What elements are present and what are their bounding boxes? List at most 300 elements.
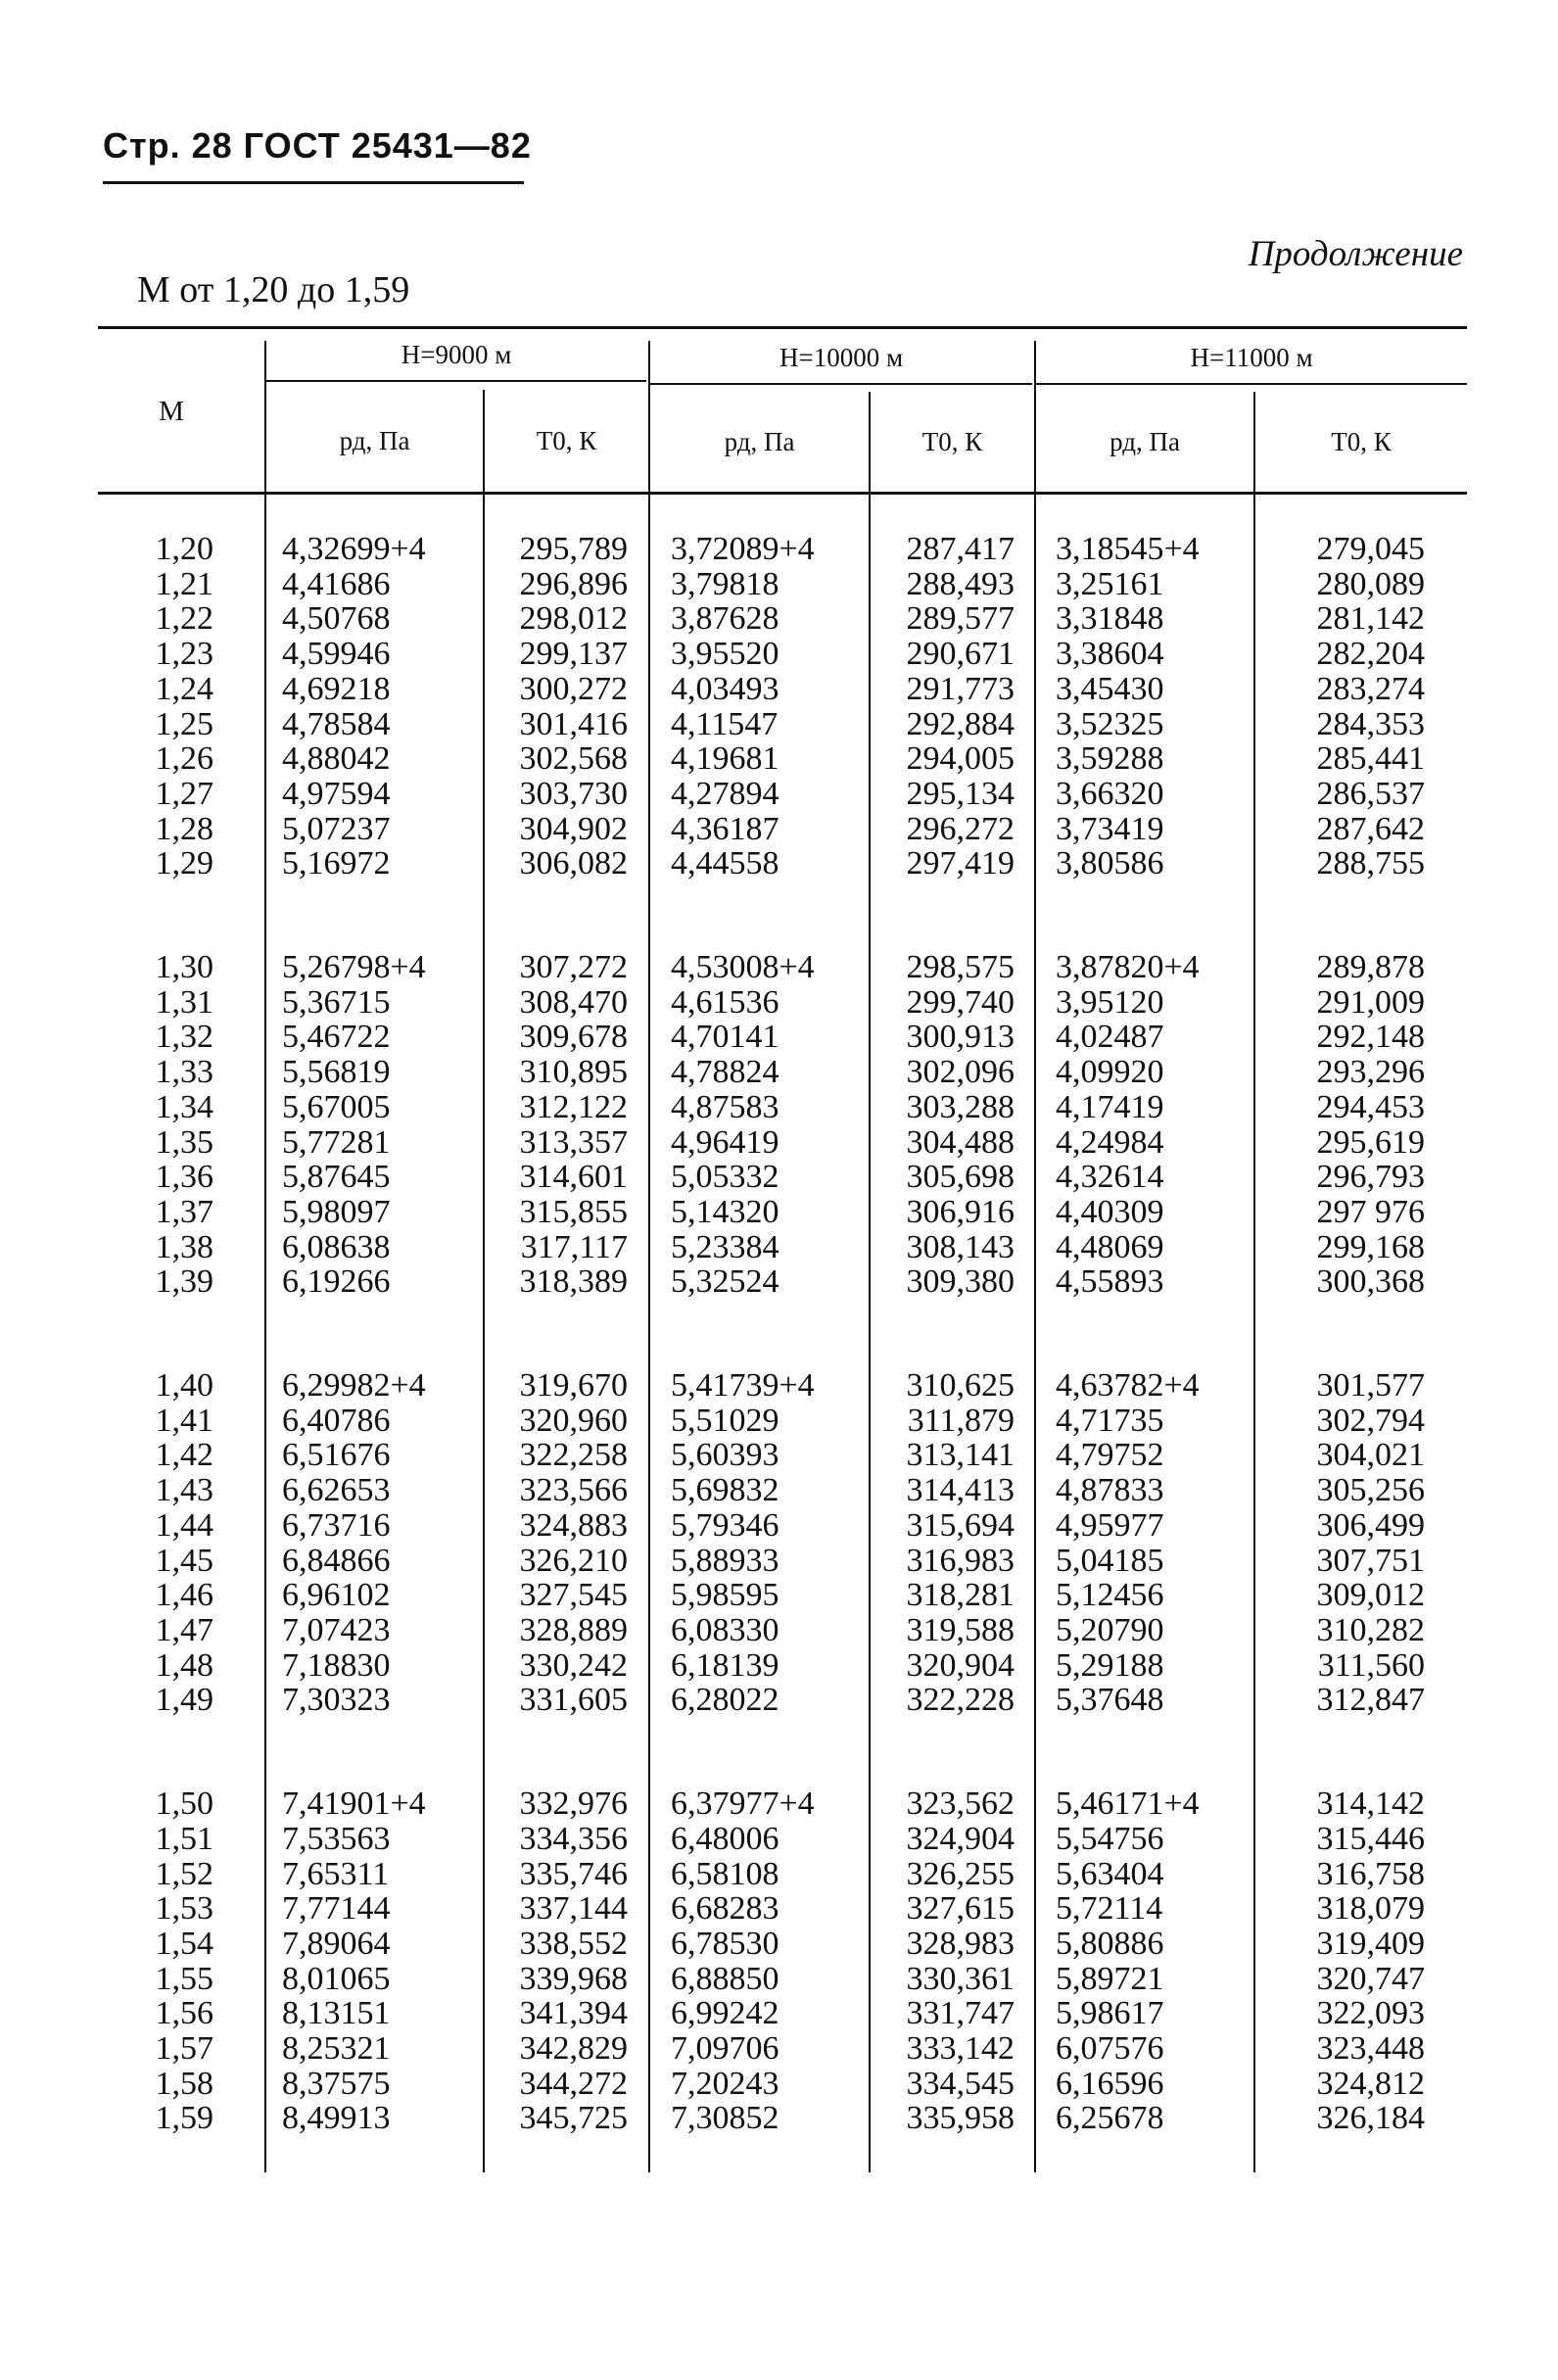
- table-cell: 1,46: [155, 1577, 213, 1614]
- table-cell: 7,65311: [282, 1855, 390, 1892]
- table-cell: 310,625: [906, 1367, 1015, 1404]
- table-cell: 304,902: [519, 810, 628, 847]
- table-cell: 319,670: [519, 1367, 628, 1404]
- table-cell: 5,77281: [282, 1123, 391, 1161]
- table-cell: 4,24984: [1056, 1123, 1164, 1161]
- table-cell: 8,37575: [282, 2065, 391, 2102]
- table-cell: 318,389: [519, 1263, 628, 1301]
- table-cell: 5,07237: [282, 810, 391, 847]
- table-cell: 1,27: [155, 775, 213, 812]
- table-cell: 5,87645: [282, 1159, 391, 1196]
- table-cell: 4,09920: [1056, 1054, 1164, 1091]
- table-cell: 314,601: [519, 1159, 628, 1196]
- table-cell: 5,16972: [282, 845, 391, 882]
- table-cell: 315,855: [519, 1193, 628, 1230]
- table-cell: 1,32: [155, 1019, 213, 1056]
- table-cell: 4,79752: [1056, 1437, 1164, 1474]
- table-cell: 6,62653: [282, 1472, 391, 1509]
- block-spacer: [1263, 1300, 1425, 1368]
- column-divider: [264, 341, 266, 2172]
- table-cell: 4,03493: [671, 670, 779, 707]
- table-cell: 6,29982+4: [282, 1367, 426, 1404]
- table-cell: 296,272: [906, 810, 1015, 847]
- table-cell: 280,089: [1316, 565, 1425, 602]
- table-cell: 1,40: [155, 1367, 213, 1404]
- table-cell: 1,34: [155, 1088, 213, 1125]
- table-cell: 1,29: [155, 845, 213, 882]
- table-cell: 298,012: [519, 600, 628, 638]
- table-cell: 315,446: [1316, 1820, 1425, 1857]
- table-cell: 5,60393: [671, 1437, 779, 1474]
- table-cell: 320,904: [906, 1646, 1015, 1684]
- table-cell: 4,53008+4: [671, 949, 815, 986]
- table-cell: 345,725: [519, 2100, 628, 2137]
- table-cell: 320,747: [1316, 1960, 1425, 1997]
- table-cell: 6,08330: [671, 1611, 779, 1648]
- table-cell: 5,89721: [1056, 1960, 1164, 1997]
- table-cell: 1,25: [155, 705, 213, 742]
- table-cell: 1,49: [155, 1682, 213, 1719]
- group-header-10000: H=10000 м: [779, 343, 904, 372]
- page-header: Стр. 28 ГОСТ 25431—82: [103, 125, 532, 166]
- table-cell: 279,045: [1316, 531, 1425, 567]
- table-cell: 299,168: [1316, 1228, 1425, 1265]
- table-cell: 318,281: [906, 1577, 1015, 1614]
- table-cell: 1,22: [155, 600, 213, 638]
- block-spacer: [872, 1300, 1015, 1368]
- table-cell: 6,99242: [671, 1995, 779, 2032]
- table-cell: 5,54756: [1056, 1820, 1164, 1857]
- table-cell: 4,97594: [282, 775, 391, 812]
- table-cell: 4,63782+4: [1056, 1367, 1200, 1404]
- table-cell: 337,144: [519, 1890, 628, 1928]
- table-cell: 314,142: [1316, 1785, 1425, 1823]
- table-cell: 295,789: [519, 531, 628, 567]
- table-cell: 1,44: [155, 1506, 213, 1544]
- table-cell: 291,773: [906, 670, 1015, 707]
- table-cell: 1,43: [155, 1472, 213, 1509]
- table-cell: 3,45430: [1056, 670, 1164, 707]
- table-cell: 313,357: [519, 1123, 628, 1161]
- table-cell: 282,204: [1316, 636, 1425, 673]
- table-cell: 6,19266: [282, 1263, 391, 1301]
- table-cell: 3,66320: [1056, 775, 1164, 812]
- table-cell: 304,488: [906, 1123, 1015, 1161]
- column-divider: [483, 390, 485, 2172]
- table-cell: 284,353: [1316, 705, 1425, 742]
- table-cell: 6,40786: [282, 1402, 391, 1439]
- table-cell: 3,59288: [1056, 740, 1164, 778]
- table-cell: 4,40309: [1056, 1193, 1164, 1230]
- block-spacer: [872, 881, 1015, 950]
- table-cell: 1,53: [155, 1890, 213, 1928]
- table-cell: 316,758: [1316, 1855, 1425, 1892]
- table-cell: 5,12456: [1056, 1577, 1164, 1614]
- table-cell: 3,80586: [1056, 845, 1164, 882]
- table-cell: 301,577: [1316, 1367, 1425, 1404]
- block-spacer: [1263, 881, 1425, 950]
- table-cell: 3,73419: [1056, 810, 1164, 847]
- table-cell: 5,20790: [1056, 1611, 1164, 1648]
- table-cell: 295,619: [1316, 1123, 1425, 1161]
- table-cell: 1,30: [155, 949, 213, 986]
- table-cell: 307,751: [1316, 1542, 1425, 1579]
- table-cell: 4,44558: [671, 845, 779, 882]
- table-cell: 288,493: [906, 565, 1015, 602]
- pressure-column-9000: [282, 532, 478, 2136]
- table-cell: 327,615: [906, 1890, 1015, 1928]
- pressure-header-9000: рд, Па: [339, 426, 410, 455]
- table-cell: 6,25678: [1056, 2100, 1164, 2137]
- table-cell: 313,141: [906, 1437, 1015, 1474]
- table-cell: 6,18139: [671, 1646, 779, 1684]
- table-cell: 3,95120: [1056, 983, 1164, 1021]
- pressure-column-11000: [1056, 532, 1251, 2136]
- table-cell: 299,137: [519, 636, 628, 673]
- table-cell: 286,537: [1316, 775, 1425, 812]
- table-cell: 300,913: [906, 1019, 1015, 1056]
- table-cell: 6,88850: [671, 1960, 779, 1997]
- table-cell: 341,394: [519, 1995, 628, 2032]
- table-cell: 3,25161: [1056, 565, 1164, 602]
- table-cell: 3,18545+4: [1056, 531, 1200, 567]
- table-cell: 1,35: [155, 1123, 213, 1161]
- table-cell: 288,755: [1316, 845, 1425, 882]
- table-cell: 7,09706: [671, 2030, 779, 2068]
- temperature-header-9000: T0, К: [536, 426, 597, 455]
- table-cell: 297 976: [1316, 1193, 1425, 1230]
- table-cell: 287,417: [906, 531, 1015, 567]
- table-cell: 311,560: [1317, 1646, 1425, 1684]
- table-cell: 4,32614: [1056, 1159, 1164, 1196]
- block-spacer: [671, 1718, 867, 1786]
- table-cell: 5,46722: [282, 1019, 391, 1056]
- table-cell: 7,30852: [671, 2100, 779, 2137]
- table-cell: 326,255: [906, 1855, 1015, 1892]
- table-cell: 302,096: [906, 1054, 1015, 1091]
- table-cell: 4,87583: [671, 1088, 779, 1125]
- table-cell: 5,72114: [1056, 1890, 1163, 1928]
- temperature-header-10000: T0, К: [921, 427, 983, 456]
- table-cell: 335,746: [519, 1855, 628, 1892]
- table-cell: 324,812: [1316, 2065, 1425, 2102]
- table-cell: 6,37977+4: [671, 1785, 815, 1823]
- group-header-11000: H=11000 м: [1190, 343, 1313, 372]
- table-cell: 323,448: [1316, 2030, 1425, 2068]
- table-cell: 5,80886: [1056, 1925, 1164, 1962]
- table-cell: 5,23384: [671, 1228, 779, 1265]
- table-cell: 6,58108: [671, 1855, 779, 1892]
- table-cell: 4,48069: [1056, 1228, 1164, 1265]
- table-cell: 7,30323: [282, 1682, 391, 1719]
- table-cell: 285,441: [1316, 740, 1425, 778]
- table-cell: 327,545: [519, 1577, 628, 1614]
- block-spacer: [127, 1300, 213, 1368]
- table-cell: 7,18830: [282, 1646, 391, 1684]
- table-cell: 328,889: [519, 1611, 628, 1648]
- table-cell: 6,08638: [282, 1228, 391, 1265]
- table-cell: 6,78530: [671, 1925, 779, 1962]
- table-cell: 306,499: [1316, 1506, 1425, 1544]
- table-cell: 6,96102: [282, 1577, 391, 1614]
- table-cell: 323,562: [906, 1785, 1015, 1823]
- table-cell: 293,296: [1316, 1054, 1425, 1091]
- table-cell: 301,416: [519, 705, 628, 742]
- table-cell: 342,829: [519, 2030, 628, 2068]
- temperature-column-9000: [490, 532, 628, 2136]
- table-cell: 326,184: [1316, 2100, 1425, 2137]
- mach-range-label: М от 1,20 до 1,59: [137, 269, 410, 310]
- table-cell: 1,37: [155, 1193, 213, 1230]
- table-cell: 1,59: [155, 2100, 213, 2137]
- table-cell: 310,282: [1316, 1611, 1425, 1648]
- column-divider: [1253, 392, 1255, 2172]
- table-cell: 331,747: [906, 1995, 1015, 2032]
- table-cell: 328,983: [906, 1925, 1015, 1962]
- table-cell: 4,36187: [671, 810, 779, 847]
- table-cell: 5,69832: [671, 1472, 779, 1509]
- table-cell: 330,242: [519, 1646, 628, 1684]
- table-cell: 4,59946: [282, 636, 391, 673]
- table-cell: 312,122: [519, 1088, 628, 1125]
- table-cell: 335,958: [906, 2100, 1015, 2137]
- table-cell: 5,79346: [671, 1506, 779, 1544]
- table-cell: 314,413: [906, 1472, 1015, 1509]
- table-cell: 4,87833: [1056, 1472, 1164, 1509]
- table-cell: 1,26: [155, 740, 213, 778]
- block-spacer: [282, 1718, 478, 1786]
- table-cell: 3,31848: [1056, 600, 1164, 638]
- table-cell: 311,879: [907, 1402, 1015, 1439]
- table-cell: 3,72089+4: [671, 531, 815, 567]
- table-cell: 305,256: [1316, 1472, 1425, 1509]
- table-cell: 298,575: [906, 949, 1015, 986]
- block-spacer: [282, 881, 478, 950]
- table-cell: 6,16596: [1056, 2065, 1164, 2102]
- table-cell: 1,57: [155, 2030, 213, 2068]
- table-cell: 302,568: [519, 740, 628, 778]
- block-spacer: [127, 881, 213, 950]
- table-cell: 4,17419: [1056, 1088, 1164, 1125]
- table-cell: 297,419: [906, 845, 1015, 882]
- temperature-column-11000: [1263, 532, 1425, 2136]
- column-divider: [869, 392, 871, 2172]
- table-cell: 296,793: [1316, 1159, 1425, 1196]
- column-divider: [1034, 341, 1036, 2172]
- table-cell: 1,50: [155, 1785, 213, 1823]
- table-cell: 312,847: [1316, 1682, 1425, 1719]
- table-cell: 292,148: [1316, 1019, 1425, 1056]
- table-cell: 4,78584: [282, 705, 391, 742]
- table-cell: 320,960: [519, 1402, 628, 1439]
- table-cell: 4,27894: [671, 775, 779, 812]
- table-cell: 5,67005: [282, 1088, 391, 1125]
- table-cell: 300,272: [519, 670, 628, 707]
- table-cell: 334,356: [519, 1820, 628, 1857]
- table-cell: 308,470: [519, 983, 628, 1021]
- table-cell: 5,98617: [1056, 1995, 1164, 2032]
- table-cell: 1,24: [155, 670, 213, 707]
- table-cell: 4,19681: [671, 740, 779, 778]
- table-cell: 1,41: [155, 1402, 213, 1439]
- table-cell: 6,48006: [671, 1820, 779, 1857]
- mach-column: [127, 532, 213, 2136]
- block-spacer: [1056, 1718, 1251, 1786]
- table-cell: 1,45: [155, 1542, 213, 1579]
- table-cell: 330,361: [906, 1960, 1015, 1997]
- block-spacer: [282, 1300, 478, 1368]
- table-cell: 6,68283: [671, 1890, 779, 1928]
- table-cell: 5,14320: [671, 1193, 779, 1230]
- table-cell: 319,588: [906, 1611, 1015, 1648]
- table-cell: 323,566: [519, 1472, 628, 1509]
- table-cell: 4,32699+4: [282, 531, 426, 567]
- block-spacer: [1056, 1300, 1251, 1368]
- table-cell: 319,409: [1316, 1925, 1425, 1962]
- temperature-column-10000: [872, 532, 1015, 2136]
- table-cell: 5,63404: [1056, 1855, 1164, 1892]
- block-spacer: [872, 1718, 1015, 1786]
- table-cell: 295,134: [906, 775, 1015, 812]
- block-spacer: [490, 1300, 628, 1368]
- table-cell: 322,228: [906, 1682, 1015, 1719]
- table-cell: 305,698: [906, 1159, 1015, 1196]
- table-cell: 294,005: [906, 740, 1015, 778]
- header-underline: [103, 181, 524, 184]
- block-spacer: [671, 881, 867, 950]
- table-cell: 4,02487: [1056, 1019, 1164, 1056]
- table-cell: 4,55893: [1056, 1263, 1164, 1301]
- table-cell: 331,605: [519, 1682, 628, 1719]
- table-cell: 1,23: [155, 636, 213, 673]
- table-cell: 316,983: [906, 1542, 1015, 1579]
- table-cell: 317,117: [520, 1228, 628, 1265]
- table-cell: 306,916: [906, 1193, 1015, 1230]
- table-cell: 1,38: [155, 1228, 213, 1265]
- table-cell: 5,56819: [282, 1054, 391, 1091]
- table-cell: 289,878: [1316, 949, 1425, 986]
- table-cell: 303,730: [519, 775, 628, 812]
- table-cell: 3,38604: [1056, 636, 1164, 673]
- table-cell: 8,49913: [282, 2100, 391, 2137]
- table-cell: 318,079: [1316, 1890, 1425, 1928]
- table-cell: 1,48: [155, 1646, 213, 1684]
- table-cell: 3,87628: [671, 600, 779, 638]
- table-cell: 303,288: [906, 1088, 1015, 1125]
- table-cell: 4,70141: [671, 1019, 779, 1056]
- table-cell: 289,577: [906, 600, 1015, 638]
- table-cell: 7,89064: [282, 1925, 391, 1962]
- table-cell: 1,51: [155, 1820, 213, 1857]
- header-bottom-rule: [98, 492, 1467, 495]
- table-cell: 294,453: [1316, 1088, 1425, 1125]
- table-cell: 7,77144: [282, 1890, 391, 1928]
- table-cell: 6,73716: [282, 1506, 391, 1544]
- table-cell: 4,96419: [671, 1123, 779, 1161]
- table-cell: 5,37648: [1056, 1682, 1164, 1719]
- table-cell: 5,29188: [1056, 1646, 1164, 1684]
- table-cell: 5,04185: [1056, 1542, 1164, 1579]
- table-cell: 307,272: [519, 949, 628, 986]
- table-cell: 304,021: [1316, 1437, 1425, 1474]
- table-cell: 4,78824: [671, 1054, 779, 1091]
- table-cell: 339,968: [519, 1960, 628, 1997]
- table-cell: 292,884: [906, 705, 1015, 742]
- table-cell: 1,56: [155, 1995, 213, 2032]
- table-cell: 5,32524: [671, 1263, 779, 1301]
- table-cell: 1,55: [155, 1960, 213, 1997]
- table-cell: 6,51676: [282, 1437, 391, 1474]
- table-cell: 324,883: [519, 1506, 628, 1544]
- table-cell: 4,69218: [282, 670, 391, 707]
- table-cell: 4,71735: [1056, 1402, 1164, 1439]
- table-cell: 1,21: [155, 565, 213, 602]
- table-cell: 1,33: [155, 1054, 213, 1091]
- table-cell: 7,53563: [282, 1820, 391, 1857]
- table-cell: 8,01065: [282, 1960, 391, 1997]
- table-cell: 6,07576: [1056, 2030, 1164, 2068]
- block-spacer: [490, 1718, 628, 1786]
- table-cell: 5,05332: [671, 1159, 779, 1196]
- table-cell: 309,012: [1316, 1577, 1425, 1614]
- table-cell: 287,642: [1316, 810, 1425, 847]
- table-cell: 326,210: [519, 1542, 628, 1579]
- table-cell: 309,678: [519, 1019, 628, 1056]
- table-cell: 309,380: [906, 1263, 1015, 1301]
- pressure-column-10000: [671, 532, 867, 2136]
- table-cell: 5,98595: [671, 1577, 779, 1614]
- table-cell: 1,52: [155, 1855, 213, 1892]
- table-cell: 290,671: [906, 636, 1015, 673]
- group-underline-9000: [266, 380, 646, 382]
- table-cell: 1,42: [155, 1437, 213, 1474]
- table-cell: 283,274: [1316, 670, 1425, 707]
- table-cell: 3,52325: [1056, 705, 1164, 742]
- block-spacer: [671, 1300, 867, 1368]
- table-cell: 1,39: [155, 1263, 213, 1301]
- table-cell: 6,84866: [282, 1542, 391, 1579]
- column-divider: [648, 341, 650, 2172]
- table-cell: 1,47: [155, 1611, 213, 1648]
- table-cell: 4,41686: [282, 565, 391, 602]
- table-cell: 4,50768: [282, 600, 391, 638]
- table-cell: 1,20: [155, 531, 213, 567]
- table-cell: 5,98097: [282, 1193, 391, 1230]
- table-cell: 322,258: [519, 1437, 628, 1474]
- table-cell: 5,51029: [671, 1402, 779, 1439]
- table-top-rule: [98, 326, 1467, 329]
- pressure-header-10000: рд, Па: [724, 427, 795, 456]
- table-cell: 334,545: [906, 2065, 1015, 2102]
- continuation-label: Продолжение: [1248, 234, 1463, 274]
- group-underline-11000: [1036, 383, 1467, 385]
- table-cell: 1,36: [155, 1159, 213, 1196]
- table-cell: 4,88042: [282, 740, 391, 778]
- group-underline-10000: [650, 383, 1032, 385]
- block-spacer: [1263, 1718, 1425, 1786]
- table-cell: 315,694: [906, 1506, 1015, 1544]
- table-cell: 281,142: [1316, 600, 1425, 638]
- table-cell: 7,41901+4: [282, 1785, 426, 1823]
- table-cell: 8,25321: [282, 2030, 391, 2068]
- table-cell: 7,07423: [282, 1611, 391, 1648]
- table-cell: 1,54: [155, 1925, 213, 1962]
- table-cell: 3,79818: [671, 565, 779, 602]
- table-cell: 5,26798+4: [282, 949, 426, 986]
- table-cell: 322,093: [1316, 1995, 1425, 2032]
- table-cell: 291,009: [1316, 983, 1425, 1021]
- table-cell: 4,11547: [671, 705, 779, 742]
